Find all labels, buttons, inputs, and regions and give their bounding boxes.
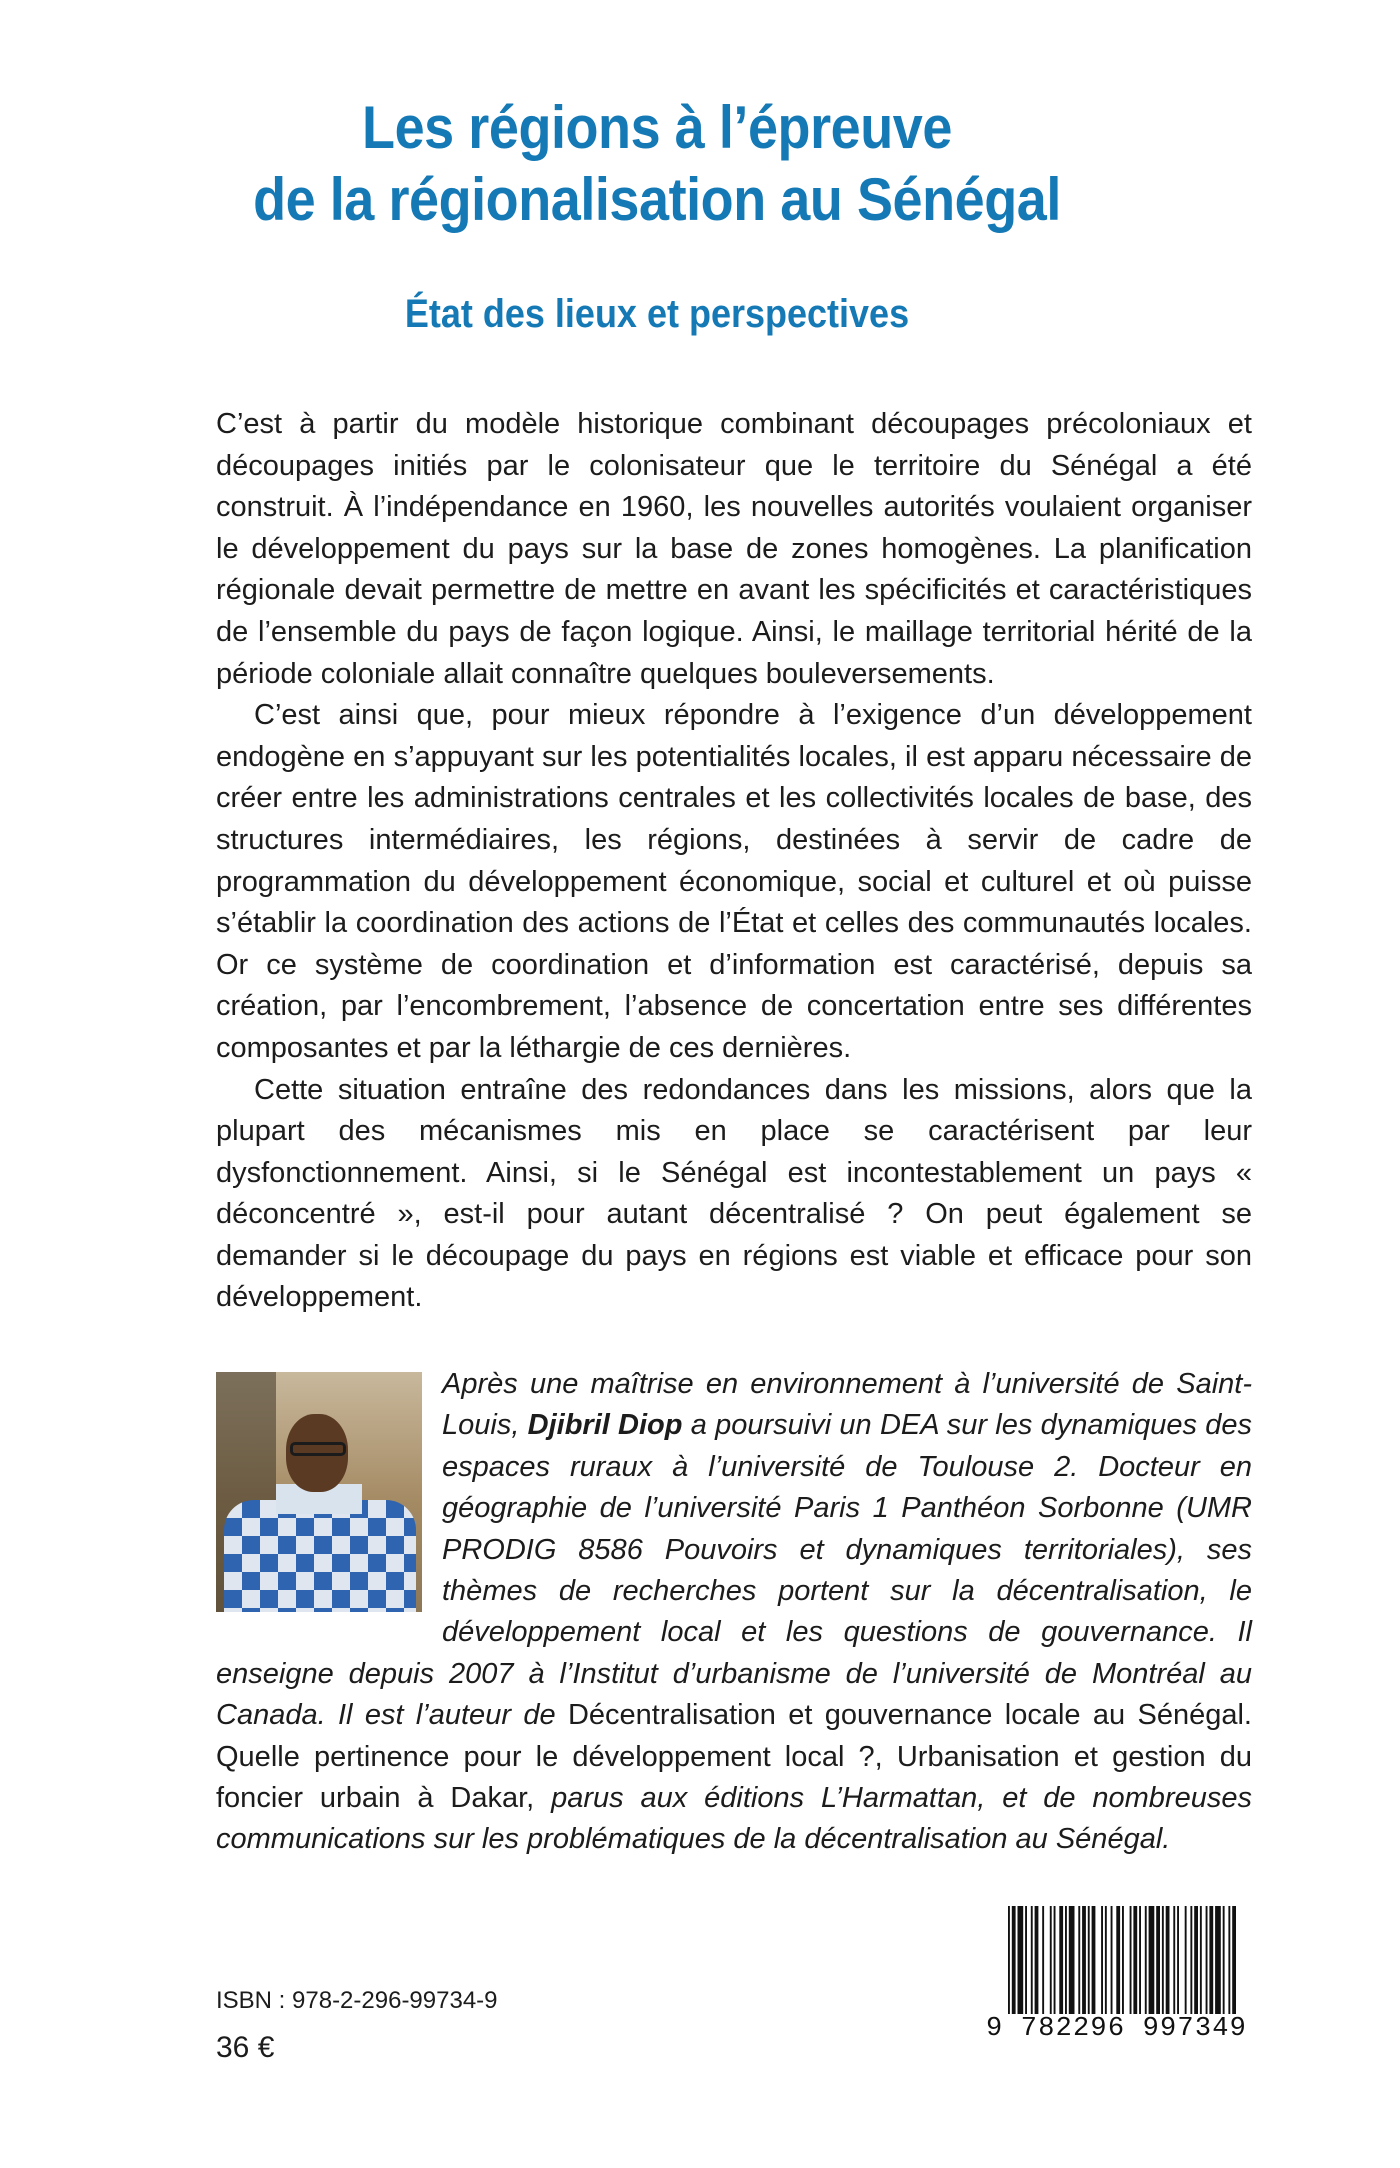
book-subtitle: État des lieux et perspectives	[404, 292, 910, 336]
barcode-bar	[1145, 1906, 1147, 2014]
barcode-bars	[986, 1900, 1250, 2016]
bio-book-titles: Décentralisation et gouvernance locale au Sénégal. Quelle pertinence pour le développement local ?, Urbanisation et gestion du foncier urbain à Dakar,	[216, 1699, 1252, 1815]
author-photo	[216, 1372, 422, 1612]
summary-paragraph-3: Cette situation entraîne des redondances dans les missions, alors que la plupart des mécanismes mis en place se caractérisent par leur dysfonctionnement. Ainsi, si le Sénégal est incontestablement un pays « déconcentré », est-il pour autant décentralisé ? On peut également se demander si le découpage du pays en régions est viable et efficace pour son développement.	[216, 1073, 1252, 1314]
barcode-bar	[1031, 1906, 1033, 2014]
barcode-bar	[1065, 1906, 1067, 2014]
barcode-bar	[1139, 1906, 1141, 2014]
barcode-bar	[1018, 1906, 1024, 2014]
barcode-bar	[1173, 1906, 1175, 2014]
barcode-bar	[1101, 1906, 1103, 2014]
barcode-digits: 9 782296 997349	[986, 2014, 1248, 2044]
isbn-label: ISBN : 978-2-296-99734-9	[216, 1987, 498, 2014]
barcode-bar	[1190, 1906, 1192, 2014]
barcode-bar	[1116, 1906, 1120, 2014]
barcode-bar	[1054, 1906, 1056, 2014]
barcode-bar	[1012, 1906, 1016, 2014]
barcode-bar	[1025, 1906, 1027, 2014]
barcode-bar	[1209, 1906, 1213, 2014]
summary-text	[216, 404, 1252, 1319]
author-bio	[216, 1364, 1252, 1861]
barcode-bar	[1133, 1906, 1137, 2014]
barcode-bar	[1206, 1906, 1208, 2014]
barcode-bar	[1166, 1906, 1170, 2014]
barcode-bar	[1042, 1906, 1044, 2014]
bio-mid: a poursuivi un DEA sur les dynamiques des espaces ruraux à l’université de Toulouse 2. Docteur en géographie de l’université Paris 1 Panthéon Sorbonne (UMR PRODIG 8586 Pouvoirs et dynamiques territoriales), ses thèmes de recherches portent sur la décentralisation, le développement local et les questions de gouvernance. Il enseigne depuis 2007 à l’Institut d’urbanisme de l’université de Montréal au Canada. Il est l’auteur de	[216, 1409, 1252, 1732]
barcode-bar	[1185, 1906, 1187, 2014]
barcode-bar	[1194, 1906, 1198, 2014]
barcode-bar	[1122, 1906, 1124, 2014]
barcode-bar	[1130, 1906, 1132, 2014]
barcode-bar	[1215, 1906, 1221, 2014]
barcode-bar	[1177, 1906, 1179, 2014]
barcode-bar	[1050, 1906, 1052, 2014]
barcode-bar	[1035, 1906, 1039, 2014]
barcode-bar	[1092, 1906, 1096, 2014]
barcode-bar	[1232, 1906, 1236, 2014]
barcode-bar	[1156, 1906, 1160, 2014]
barcode-bar	[1111, 1906, 1113, 2014]
barcode-bar	[1149, 1906, 1155, 2014]
summary-paragraph-1: C’est à partir du modèle historique combinant découpages précoloniaux et découpages initiés par le colonisateur que le territoire du Sénégal a été construit. À l’indépendance en 1960, les nouvelles autorités voulaient organiser le développement du pays sur la base de zones homogènes. La planification régionale devait permettre de mettre en avant les spécificités et caractéristiques de l’ensemble du pays de façon logique. Ainsi, le maillage territorial hérité de la période coloniale allait connaître quelques bouleversements.	[216, 408, 1252, 690]
bio-end: parus aux éditions L’Harmattan, et de nombreuses communications sur les problématiques de la décentralisation au Sénégal.	[216, 1782, 1252, 1856]
barcode-bar	[1069, 1906, 1075, 2014]
price-label: 36 €	[216, 2031, 275, 2064]
barcode-bar	[1162, 1906, 1164, 2014]
bio-intro: Après une maîtrise en environnement à l’université de Saint-Louis,	[442, 1368, 1252, 1442]
barcode-bar	[1059, 1906, 1063, 2014]
title-line-1: Les régions à l’épreuve	[362, 94, 952, 161]
barcode-bar	[1228, 1906, 1230, 2014]
summary-paragraph-2: C’est ainsi que, pour mieux répondre à l’exigence d’un développement endogène en s’appuyant sur les potentialités locales, il est apparu nécessaire de créer entre les administrations centrales et les collectivités locales de base, des structures intermédiaires, les régions, destinées à servir de cadre de programmation du développement économique, social et culturel et où puisse s’établir la coordination des actions de l’État et celles des communautés locales. Or ce système de coordination et d’information est caractérisé, depuis sa création, par l’encombrement, l’absence de concertation entre ses différentes composantes et par la léthargie de ces dernières.	[216, 699, 1252, 1064]
barcode-bar	[1223, 1906, 1225, 2014]
title-line-2: de la régionalisation au Sénégal	[253, 166, 1061, 233]
barcode-bar	[1105, 1906, 1107, 2014]
barcode-bar	[1008, 1906, 1010, 2014]
author-name: Djibril Diop	[527, 1409, 683, 1442]
barcode-bar	[1200, 1906, 1202, 2014]
barcode-bar	[1088, 1906, 1090, 2014]
barcode-bar	[1082, 1906, 1086, 2014]
book-title	[0, 92, 1314, 236]
barcode	[986, 1900, 1250, 2048]
barcode-bar	[1078, 1906, 1080, 2014]
